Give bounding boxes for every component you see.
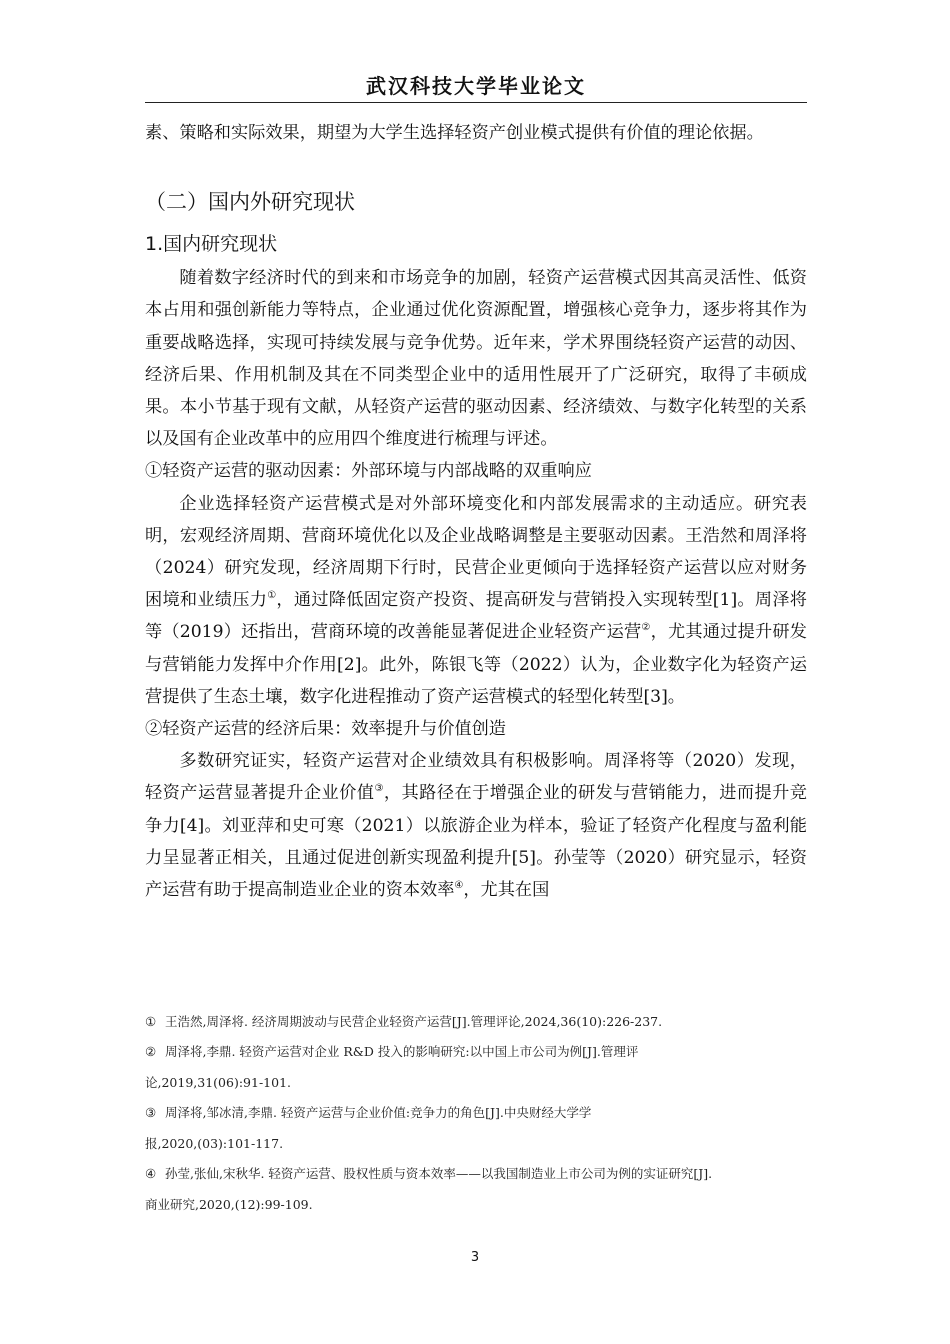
footnote-1: [145, 1012, 807, 1031]
footnote-4-line-1: 孙莹,张仙,宋秋华. 轻资产运营、股权性质与资本效率——以我国制造业上市公司为例的实证研究[J].: [165, 1166, 713, 1181]
footnote-ref-2[interactable]: ②: [641, 622, 651, 634]
para2-text-c: ，尤其通过提升研发与营销能力发挥中介作用[2]。此外，陈银飞等（2022）认为，企业数字化为轻资产运营提供了生态土壤，数字化进程推动了资产运营模式的轻型化转型[3]。: [145, 622, 807, 707]
footnote-1-line-1: 王浩然,周泽将. 经济周期波动与民营企业轻资产运营[J].管理评论,2024,36(10):226-237.: [165, 1014, 663, 1029]
footnote-2-line-1: 周泽将,李鼎. 轻资产运营对企业 R&D 投入的影响研究:以中国上市公司为例[J].管理评: [165, 1044, 639, 1059]
para3-text-a: 多数研究证实，轻资产运营对企业绩效具有积极影响。周泽将等（2020）发现，轻资产运营显著提升企业价值: [145, 751, 807, 804]
footnote-1-mark: ①: [145, 1014, 157, 1029]
document-header-title: 武汉科技大学毕业论文: [366, 74, 586, 98]
footnote-4-mark: ④: [145, 1166, 157, 1181]
main-content: [145, 117, 807, 906]
body-paragraph-1: 随着数字经济时代的到来和市场竞争的加剧，轻资产运营模式因其高灵活性、低资本占用和强创新能力等特点，企业通过优化资源配置，增强核心竞争力，逐步将其作为重要战略选择，实现可持续发展与竞争优势。近年来，学术界围绕轻资产运营的动因、经济后果、作用机制及其在不同类型企业中的适用性展开了广泛研究，取得了丰硕成果。本小节基于现有文献，从轻资产运营的驱动因素、经济绩效、与数字化转型的关系以及国有企业改革中的应用四个维度进行梳理与评述。: [145, 268, 807, 450]
intro-tail-paragraph: 素、策略和实际效果，期望为大学生选择轻资产创业模式提供有价值的理论依据。: [145, 123, 764, 143]
footnote-3-line-2: 报,2020,(03):101-117.: [145, 1136, 284, 1151]
para2-text-a: 企业选择轻资产运营模式是对外部环境变化和内部发展需求的主动适应。研究表明，宏观经济周期、营商环境优化以及企业战略调整是主要驱动因素。王浩然和周泽将（2024）研究发现，经济周期下行时，民营企业更倾向于选择轻资产运营以应对财务困境和业绩压力: [145, 493, 807, 611]
footnote-4-line-2: 商业研究,2020,(12):99-109.: [145, 1197, 313, 1212]
para2-text-b: ，通过降低固定资产投资、提高研发与营销投入实现转型[1]。周泽将等（2019）还指出，营商环境的改善能显著促进企业轻资产运营: [145, 590, 807, 643]
footnote-ref-3[interactable]: ③: [374, 783, 384, 795]
footnotes: [145, 1012, 807, 1214]
footnote-ref-1[interactable]: ①: [267, 590, 277, 602]
footnote-4: [145, 1164, 807, 1183]
footnote-3-mark: ③: [145, 1105, 157, 1120]
section-heading: （二）国内外研究现状: [145, 190, 355, 215]
footnote-2-mark: ②: [145, 1044, 157, 1059]
footnote-3-line-1: 周泽将,邹冰清,李鼎. 轻资产运营与企业价值:竞争力的角色[J].中央财经大学学: [165, 1105, 592, 1120]
subsection-heading: 1.国内研究现状: [145, 233, 278, 256]
footnote-ref-4[interactable]: ④: [454, 880, 464, 892]
para3-text-c: ，尤其在国: [463, 880, 550, 901]
body-paragraph-3: [145, 745, 807, 906]
page-number: 3: [470, 1250, 480, 1265]
body-paragraph-2: [145, 488, 807, 713]
footnote-2: [145, 1042, 807, 1061]
footnote-2-line-2: 论,2019,31(06):91-101.: [145, 1075, 291, 1090]
footnote-3: [145, 1103, 807, 1122]
subheading-consequences: ②轻资产运营的经济后果：效率提升与价值创造: [145, 719, 506, 740]
subheading-drivers: ①轻资产运营的驱动因素：外部环境与内部战略的双重响应: [145, 461, 592, 482]
para3-text-b: ，其路径在于增强企业的研发与营销能力，进而提升竞争力[4]。刘亚萍和史可寒（2021）以旅游企业为样本，验证了轻资产化程度与盈利能力呈显著正相关，且通过促进创新实现盈利提升[5]。孙莹等（2020）研究显示，轻资产运营有助于提高制造业企业的资本效率: [145, 783, 807, 901]
header-rule: [145, 102, 807, 103]
